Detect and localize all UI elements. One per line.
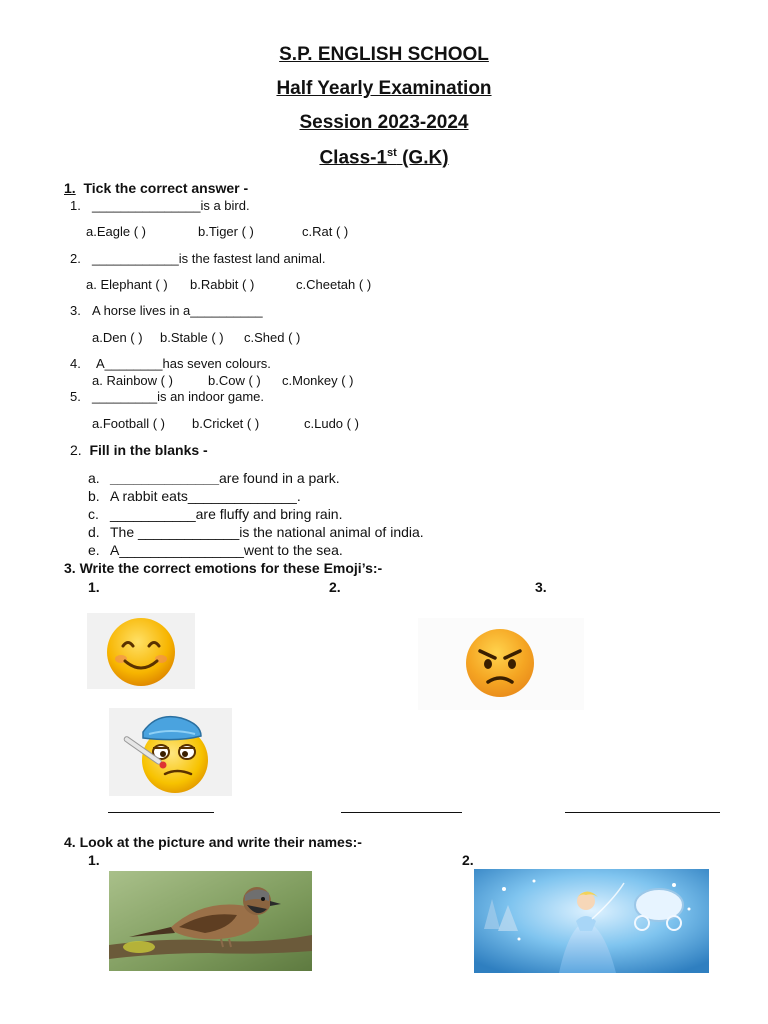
q4-number: 4.: [70, 356, 81, 371]
section1-title: Tick the correct answer -: [83, 180, 249, 196]
q5-option-a: a.Football ( ): [92, 416, 165, 431]
q4-option-c: c.Monkey ( ): [282, 373, 354, 388]
q2-option-a: a. Elephant ( ): [86, 277, 168, 292]
q3-option-b: b.Stable ( ): [160, 330, 224, 345]
section2-heading: [70, 442, 208, 458]
section2-number: 2.: [70, 442, 82, 458]
section4-title: 4. Look at the picture and write their names:-: [64, 834, 362, 850]
q1-number: 1.: [70, 198, 81, 213]
picture-label-1: 1.: [88, 852, 100, 868]
class-sup: st: [387, 147, 397, 159]
sick-face-icon: [109, 708, 232, 796]
emoji-answer-line-1[interactable]: [108, 812, 214, 813]
fill-c-letter: c.: [88, 506, 99, 522]
q5-text: _________is an indoor game.: [92, 389, 265, 404]
sick-emoji-picture: [109, 708, 232, 796]
class-prefix: Class-1: [319, 147, 388, 169]
q2-text: ____________is the fastest land animal.: [92, 251, 326, 266]
cinderella-picture: [474, 869, 709, 973]
q2-option-b: b.Rabbit ( ): [190, 277, 255, 292]
fill-b-letter: b.: [88, 488, 100, 504]
exam-title: Half Yearly Examination: [276, 78, 492, 99]
class-title: [0, 147, 768, 169]
q4-text: A________has seven colours.: [96, 356, 271, 371]
session-title: Session 2023-2024: [299, 112, 469, 133]
q3-number: 3.: [70, 303, 81, 318]
smiling-emoji-picture: [87, 613, 195, 689]
q1-option-b: b.Tiger ( ): [198, 224, 254, 239]
picture-label-2: 2.: [462, 852, 474, 868]
school-name: S.P. ENGLISH SCHOOL: [279, 44, 489, 65]
q2-number: 2.: [70, 251, 81, 266]
q5-number: 5.: [70, 389, 81, 404]
fill-d-letter: d.: [88, 524, 100, 540]
angry-face-icon: [418, 618, 584, 710]
q3-text: A horse lives in a__________: [92, 303, 263, 318]
fill-a-letter: a.: [88, 470, 100, 486]
emoji-answer-line-2[interactable]: [341, 812, 462, 813]
sparrow-picture: [109, 871, 312, 971]
emoji-label-3: 3.: [535, 579, 547, 595]
fill-e-letter: e.: [88, 542, 100, 558]
fill-a-blank: ______________: [110, 470, 220, 486]
fill-b-text: A rabbit eats______________.: [110, 488, 301, 504]
q1-option-c: c.Rat ( ): [302, 224, 349, 239]
cinderella-icon: [474, 869, 709, 973]
smiling-face-icon: [87, 613, 195, 689]
class-suffix: (G.K): [396, 147, 449, 169]
fill-a: [110, 470, 340, 486]
q4-option-b: b.Cow ( ): [208, 373, 261, 388]
q1-text: _______________is a bird.: [92, 198, 250, 213]
emoji-label-1: 1.: [88, 579, 100, 595]
q3-option-a: a.Den ( ): [92, 330, 143, 345]
q2-option-c: c.Cheetah ( ): [296, 277, 372, 292]
q5-option-c: c.Ludo ( ): [304, 416, 359, 431]
fill-c-text: ___________are fluffy and bring rain.: [110, 506, 343, 522]
emoji-answer-line-3[interactable]: [565, 812, 720, 813]
sparrow-icon: [109, 871, 312, 971]
q5-option-b: b.Cricket ( ): [192, 416, 260, 431]
section3-title: 3. Write the correct emotions for these Emoji’s:-: [64, 560, 383, 576]
q4-option-a: a. Rainbow ( ): [92, 373, 173, 388]
fill-a-text: are found in a park.: [219, 470, 340, 486]
section2-title: Fill in the blanks -: [89, 442, 208, 458]
section1-heading: [64, 180, 248, 196]
q1-option-a: a.Eagle ( ): [86, 224, 146, 239]
angry-emoji-picture: [418, 618, 584, 710]
fill-d-text: The _____________is the national animal of india.: [110, 524, 424, 540]
emoji-label-2: 2.: [329, 579, 341, 595]
fill-e-text: A________________went to the sea.: [110, 542, 343, 558]
section1-number: 1.: [64, 180, 76, 196]
q3-option-c: c.Shed ( ): [244, 330, 301, 345]
